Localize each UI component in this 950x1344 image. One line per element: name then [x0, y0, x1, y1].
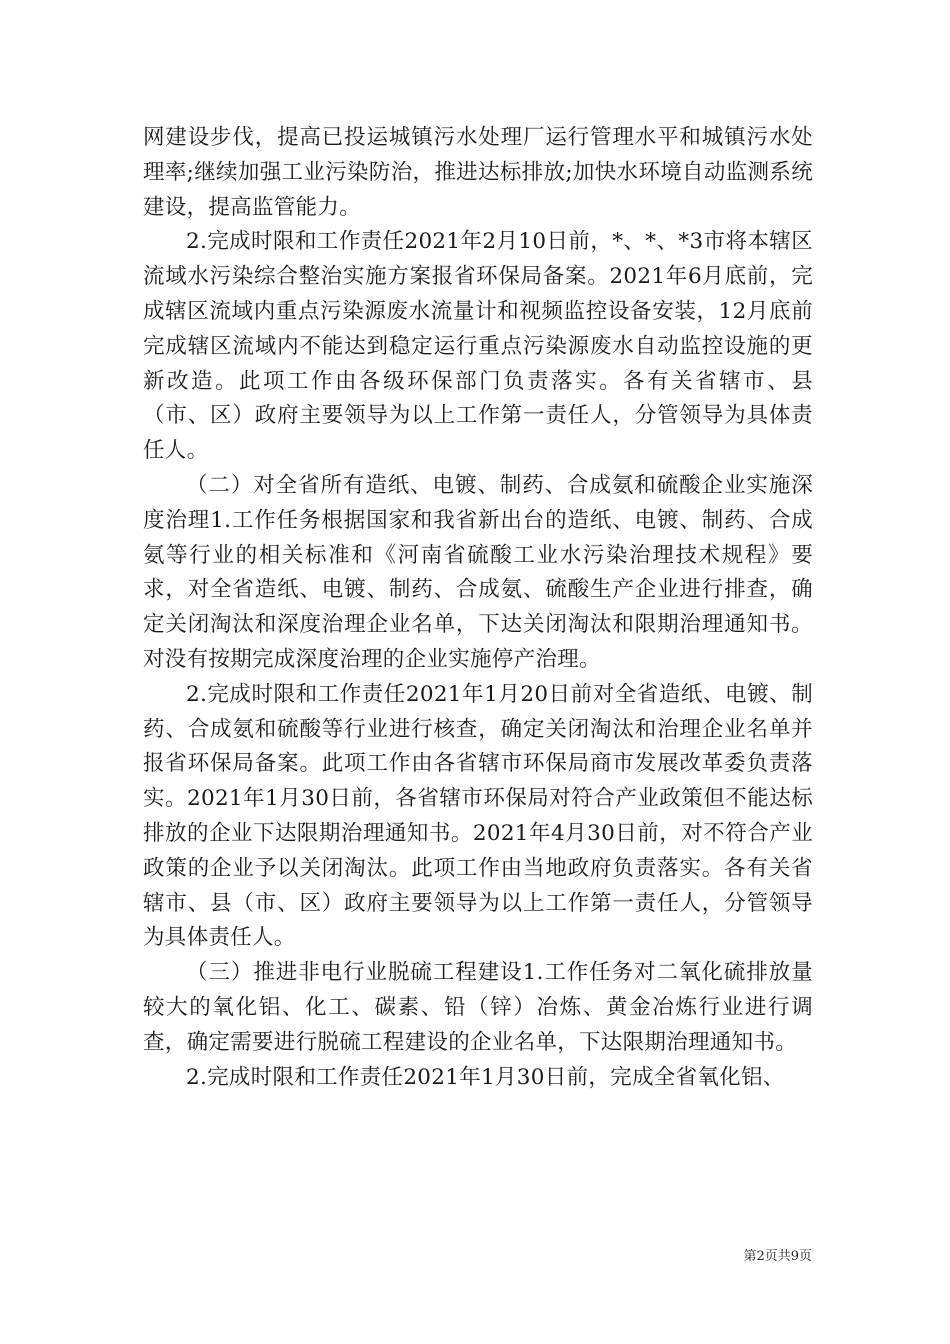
- paragraph-6: 2.完成时限和工作责任2021年1月30日前，完成全省氧化铝、: [186, 1064, 785, 1090]
- paragraph-1: 网建设步伐，提高已投运城镇污水处理厂运行管理水平和城镇污水处理率;继续加强工业污染防治，推进达标排放;加快水环境自动监测系统建设，提高监管能力。: [143, 125, 813, 220]
- paragraph-3: （二）对全省所有造纸、电镀、制药、合成氨和硫酸企业实施深度治理1.工作任务根据国家和我省新出台的造纸、电镀、制药、合成氨等行业的相关标准和《河南省硫酸工业水污染治理技术规程》要求，对全省造纸、电镀、制药、合成氨、硫酸生产企业进行排查，确定关闭淘汰和深度治理企业名单，下达关闭淘汰和限期治理通知书。对没有按期完成深度治理的企业实施停产治理。: [143, 472, 813, 672]
- paragraph-4: 2.完成时限和工作责任2021年1月20日前对全省造纸、电镀、制药、合成氨和硫酸等行业进行核查，确定关闭淘汰和治理企业名单并报省环保局备案。此项工作由各省辖市环保局商市发展改革委负责落实。2021年1月30日前，各省辖市环保局对符合产业政策但不能达标排放的企业下达限期治理通知书。2021年4月30日前，对不符合产业政策的企业予以关闭淘汰。此项工作由当地政府负责落实。各有关省辖市、县（市、区）政府主要领导为以上工作第一责任人，分管领导为具体责任人。: [143, 681, 813, 951]
- document-body: [143, 121, 813, 1095]
- page-number-footer: 第2页共9页: [743, 1249, 812, 1264]
- paragraph-5: （三）推进非电行业脱硫工程建设1.工作任务对二氧化硫排放量较大的氧化铝、化工、碳素、铅（锌）冶炼、黄金冶炼行业进行调查，确定需要进行脱硫工程建设的企业名单，下达限期治理通知书。: [143, 960, 813, 1055]
- paragraph-2: 2.完成时限和工作责任2021年2月10日前，*、*、*3市将本辖区流域水污染综合整治实施方案报省环保局备案。2021年6月底前，完成辖区流域内重点污染源废水流量计和视频监控设备安装，12月底前完成辖区流域内不能达到稳定运行重点污染源废水自动监控设施的更新改造。此项工作由各级环保部门负责落实。各有关省辖市、县（市、区）政府主要领导为以上工作第一责任人，分管领导为具体责任人。: [143, 229, 813, 464]
